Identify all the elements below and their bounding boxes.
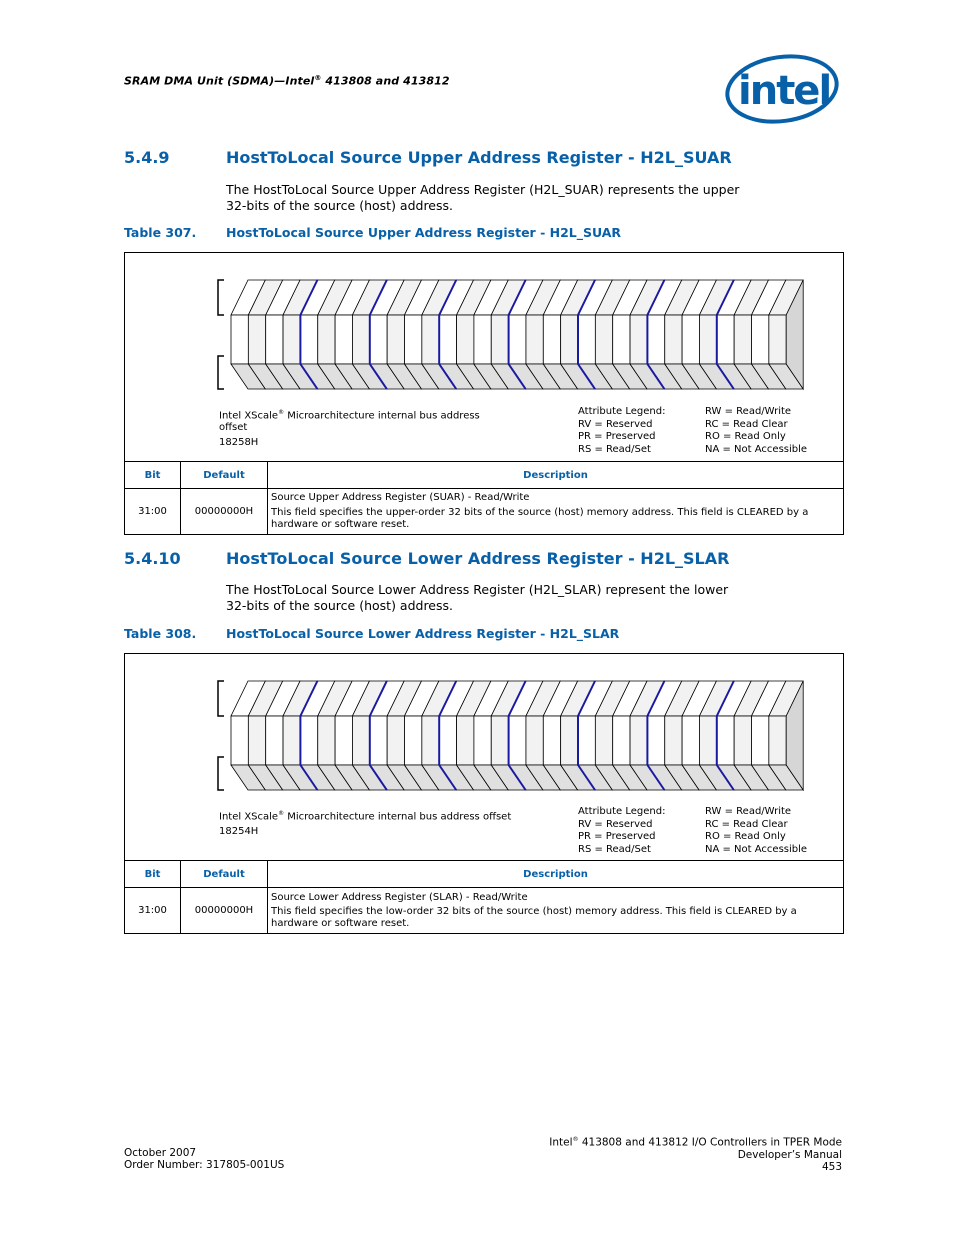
- bit-value-cell: [318, 716, 335, 765]
- bit-value-cell: [613, 716, 630, 765]
- bit-value-cell: [543, 315, 560, 364]
- bit-value-cell: [717, 315, 734, 364]
- section-title: HostToLocal Source Lower Address Register - H2L_SLAR: [226, 549, 730, 568]
- column-header-bit: Bit: [125, 861, 181, 888]
- field-name: Source Lower Address Register (SLAR) - Read/Write: [271, 891, 528, 903]
- registered-mark: ®: [278, 810, 285, 817]
- table-caption-307: [124, 225, 824, 241]
- footer-right: [440, 1134, 842, 1173]
- bit-value-cell: [578, 716, 595, 765]
- offset-label-prefix: Intel XScale: [219, 811, 279, 823]
- bit-value-cell: [613, 315, 630, 364]
- column-header-default: Default: [181, 462, 268, 489]
- section-number: 5.4.10: [124, 549, 181, 568]
- legend-entry: PR = Preserved: [578, 431, 656, 442]
- legend-entry: RC = Read Clear: [705, 418, 788, 430]
- bit-value-cell: [665, 716, 682, 765]
- intel-logo-graphic: [724, 50, 842, 128]
- footer-doc-rest: 413808 and 413812 I/O Controllers in TPER Mode: [578, 1136, 842, 1149]
- legend-entry: RV = Reserved: [578, 818, 653, 830]
- table-number: Table 307.: [124, 225, 197, 240]
- bit-value-cell: [352, 315, 369, 364]
- bit-value-cell: [266, 315, 283, 364]
- paragraph-line: The HostToLocal Source Lower Address Register (H2L_SLAR) represent the lower: [226, 582, 729, 597]
- legend-title: Attribute Legend:: [578, 806, 666, 817]
- bit-value-cell: [526, 716, 543, 765]
- legend-entry: RS = Read/Set: [578, 443, 651, 455]
- section-paragraph-1: [226, 182, 826, 214]
- running-header-title: SRAM DMA Unit (SDMA)—Intel: [124, 74, 315, 88]
- bit-value-cell: [699, 315, 716, 364]
- attribute-legend-left: [578, 806, 698, 856]
- bit-value-cell: [769, 315, 786, 364]
- bit-value-cell: [457, 315, 474, 364]
- field-text: This field specifies the upper-order 32 bits of the source (host) memory address. This field is CLEARED by a hardware or software reset.: [271, 507, 809, 530]
- table-number: Table 308.: [124, 626, 197, 641]
- intel-logo-text: intel: [738, 68, 831, 114]
- registered-mark: ®: [572, 1136, 579, 1143]
- bit-value-cell: [439, 716, 456, 765]
- bit-value-cell: [752, 315, 769, 364]
- offset-label-rest: Microarchitecture internal bus address offset: [284, 811, 512, 823]
- legend-entry: NA = Not Accessible: [705, 843, 808, 855]
- bit-value-cell: [231, 716, 248, 765]
- bit-value-cell: [300, 716, 317, 765]
- cell-default: 00000000H: [181, 888, 268, 934]
- bit-value-cell: [370, 716, 387, 765]
- column-header-default: Default: [181, 861, 268, 888]
- footer-date: October 2007: [124, 1147, 197, 1159]
- legend-entry: RC = Read Clear: [705, 818, 788, 830]
- bit-value-cell: [248, 716, 265, 765]
- field-text: This field specifies the low-order 32 bits of the source (host) memory address. This field is CLEARED by a hardware or software reset.: [271, 905, 797, 929]
- cell-description: [268, 888, 844, 934]
- register-diagram-box: [124, 653, 844, 861]
- running-header-tail: 413808 and 413812: [321, 74, 450, 88]
- bit-value-cell: [300, 315, 317, 364]
- bit-value-cell: [422, 315, 439, 364]
- footer-page-number: 453: [821, 1160, 842, 1173]
- bit-value-cell: [665, 315, 682, 364]
- bracket-top: [218, 280, 224, 315]
- registered-mark: ®: [314, 74, 322, 82]
- field-name: Source Upper Address Register (SUAR) - Read/Write: [271, 492, 530, 503]
- table-header-row: [125, 462, 844, 489]
- register-offset-label: [219, 407, 539, 449]
- paragraph-line: 32-bits of the source (host) address.: [226, 598, 453, 613]
- paragraph-line: 32-bits of the source (host) address.: [226, 198, 453, 213]
- section-heading-2: [124, 549, 824, 571]
- bit-value-cell: [335, 716, 352, 765]
- bit-value-cell: [491, 315, 508, 364]
- bit-value-cell: [318, 315, 335, 364]
- cell-default: 00000000H: [181, 489, 268, 535]
- footer-left: [124, 1147, 424, 1171]
- offset-label-rest: Microarchitecture internal bus address: [284, 410, 480, 422]
- field-table-308: [124, 860, 844, 934]
- bit-value-cell: [231, 315, 248, 364]
- bit-value-cell: [561, 315, 578, 364]
- bit-value-cell: [387, 315, 404, 364]
- bit-value-cell: [647, 315, 664, 364]
- offset-value: 18254H: [219, 826, 259, 838]
- legend-entry: RO = Read Only: [705, 831, 786, 842]
- bit-value-cell: [595, 315, 612, 364]
- section-heading-1: [124, 148, 824, 170]
- bit-value-cell: [491, 716, 508, 765]
- offset-value: 18258H: [219, 437, 259, 449]
- table-header-row: [125, 861, 844, 888]
- register-bit-diagram: [215, 277, 815, 422]
- bit-value-cell: [283, 716, 300, 765]
- bit-value-cell: [266, 716, 283, 765]
- bit-value-cell: [647, 716, 664, 765]
- bit-value-cell: [769, 716, 786, 765]
- column-header-description: Description: [268, 861, 844, 888]
- bit-value-cell: [474, 716, 491, 765]
- legend-entry: RS = Read/Set: [578, 843, 651, 855]
- cell-bit: 31:00: [125, 888, 181, 934]
- footer-doc-line2: Developer’s Manual: [737, 1148, 842, 1161]
- bit-value-cell: [717, 716, 734, 765]
- bit-value-cell: [630, 716, 647, 765]
- legend-entry: RO = Read Only: [705, 431, 786, 442]
- bit-value-cell: [699, 716, 716, 765]
- legend-entry: PR = Preserved: [578, 831, 656, 842]
- bit-value-cell: [457, 716, 474, 765]
- register-offset-label: [219, 808, 559, 838]
- legend-title: Attribute Legend:: [578, 406, 666, 417]
- bit-value-cell: [335, 315, 352, 364]
- bit-value-cell: [526, 315, 543, 364]
- bit-value-cell: [578, 315, 595, 364]
- running-header: [124, 74, 450, 88]
- bit-value-cell: [630, 315, 647, 364]
- bit-value-cell: [734, 315, 751, 364]
- column-header-bit: Bit: [125, 462, 181, 489]
- bit-value-cell: [405, 315, 422, 364]
- field-table-307: [124, 461, 844, 535]
- bit-value-cell: [474, 315, 491, 364]
- cell-bit: 31:00: [125, 489, 181, 535]
- table-row: [125, 489, 844, 535]
- table-caption-308: [124, 626, 824, 642]
- bit-value-cell: [387, 716, 404, 765]
- legend-entry: RV = Reserved: [578, 418, 653, 430]
- table-title: HostToLocal Source Lower Address Register - H2L_SLAR: [226, 626, 620, 641]
- section-title: HostToLocal Source Upper Address Register - H2L_SUAR: [226, 148, 732, 167]
- footer-doc-prefix: Intel: [549, 1136, 573, 1149]
- bit-value-cell: [422, 716, 439, 765]
- bit-value-cell: [439, 315, 456, 364]
- bit-value-cell: [752, 716, 769, 765]
- legend-entry: NA = Not Accessible: [705, 443, 808, 455]
- bracket-top: [218, 681, 224, 716]
- bit-value-cell: [370, 315, 387, 364]
- bit-value-cell: [682, 315, 699, 364]
- paragraph-line: The HostToLocal Source Upper Address Register (H2L_SUAR) represents the upper: [226, 182, 740, 197]
- bracket-bottom: [218, 757, 224, 790]
- bit-value-cell: [283, 315, 300, 364]
- bit-value-cell: [595, 716, 612, 765]
- registered-mark: ®: [278, 409, 285, 416]
- attribute-legend-left: [578, 406, 698, 456]
- bit-value-cell: [543, 716, 560, 765]
- bit-value-cell: [509, 716, 526, 765]
- register-diagram-box: [124, 252, 844, 462]
- bracket-bottom: [218, 356, 224, 389]
- offset-label-line2: offset: [219, 422, 248, 434]
- table-row: [125, 888, 844, 934]
- section-paragraph-2: [226, 582, 826, 614]
- footer-order-number: Order Number: 317805-001US: [124, 1159, 285, 1171]
- legend-entry: RW = Read/Write: [705, 406, 792, 417]
- bit-value-cell: [248, 315, 265, 364]
- bit-value-cell: [734, 716, 751, 765]
- intel-logo: [724, 50, 842, 128]
- offset-label-prefix: Intel XScale: [219, 410, 279, 422]
- attribute-legend-right: [705, 806, 835, 856]
- table-title: HostToLocal Source Upper Address Register - H2L_SUAR: [226, 225, 622, 240]
- bit-value-cell: [509, 315, 526, 364]
- bit-value-cell: [352, 716, 369, 765]
- legend-entry: RW = Read/Write: [705, 806, 792, 817]
- attribute-legend-right: [705, 406, 835, 456]
- column-header-description: Description: [268, 462, 844, 489]
- bit-value-cell: [561, 716, 578, 765]
- register-bit-diagram: [215, 678, 815, 823]
- bit-value-cell: [682, 716, 699, 765]
- bit-value-cell: [405, 716, 422, 765]
- section-number: 5.4.9: [124, 148, 170, 167]
- cell-description: [268, 489, 844, 535]
